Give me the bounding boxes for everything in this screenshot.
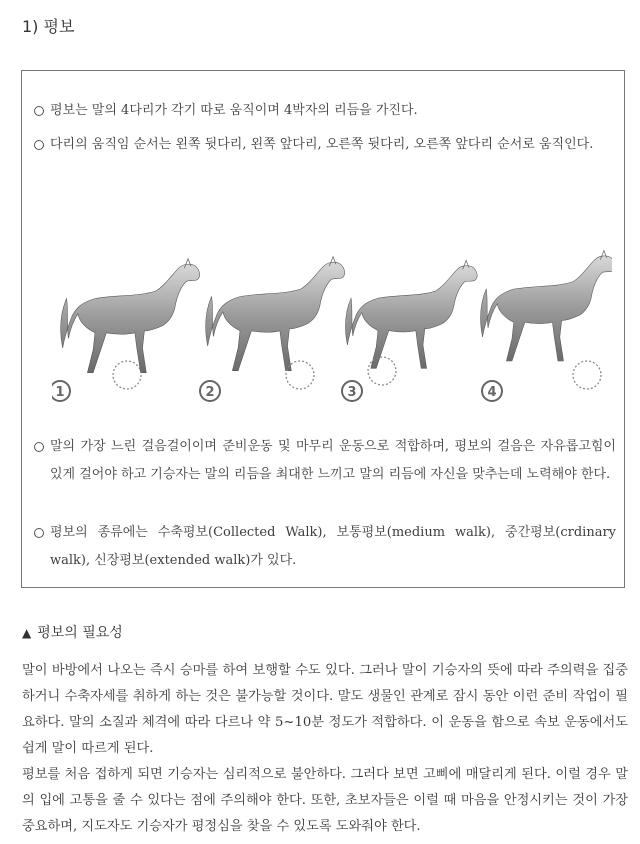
- subsection-title: ▲ 평보의 필요성: [22, 625, 123, 641]
- circle-bullet-icon: [34, 442, 44, 452]
- bullet-item: 말의 가장 느린 걸음걸이이며 준비운동 및 마무리 운동으로 적합하며, 평보의 걸음은 자유롭고힘이 있게 걸어야 하고 기승자는 말의 리듬을 최대한 느끼고 말의 리듬에 자신을 맞추는데 노력해야 한다.: [34, 433, 616, 489]
- bullet-item: 평보의 종류에는 수축평보(Collected Walk), 보통평보(medium walk), 중간평보(crdinary walk), 신장평보(extended walk)가 있다.: [34, 519, 616, 575]
- horse-figure-1: [61, 259, 200, 389]
- horse-figure-4: [481, 251, 612, 389]
- step-number-3: 3: [347, 385, 357, 400]
- step-number-2: 2: [205, 385, 215, 400]
- bullet-item: 평보는 말의 4다리가 각기 따로 움직이며 4박자의 리듬을 가진다.: [34, 97, 616, 125]
- circle-bullet-icon: [34, 528, 44, 538]
- body-paragraph: 말이 바방에서 나오는 즉시 승마를 하여 보행할 수도 있다. 그러나 말이 기승자의 뜻에 따라 주의력을 집중하거니 수축자세를 취하게 하는 것은 불가능할 것이다. 말도 생물인 관계로 잠시 동안 이런 준비 작업이 필요하다. 말의 소질과 체격에 따라 다르나 약 5~10분 정도가 적합하다. 이 운동을 함으로 속보 운동에서도 쉽게 말이 따르게 된다.: [22, 663, 628, 756]
- triangle-bullet-icon: ▲: [22, 626, 32, 640]
- body-paragraph: 평보를 처음 접하게 되면 기승자는 심리적으로 불안하다. 그러다 보면 고삐에 매달리게 된다. 이럴 경우 말의 입에 고통을 줄 수 있다는 점에 주의해야 한다. 또한, 초보자들은 이럴 때 마음을 안정시키는 것이 가장 중요하며, 지도자도 기승자가 평정심을 찾을 수 있도록 도와줘야 한다.: [22, 767, 628, 834]
- step-number-1: 1: [55, 385, 65, 400]
- section-heading: 1) 평보: [22, 17, 75, 36]
- bullet-item: 다리의 움직임 순서는 왼쪽 뒷다리, 왼쪽 앞다리, 오른쪽 뒷다리, 오른쪽 앞다리 순서로 움직인다.: [34, 131, 616, 159]
- circle-bullet-icon: [34, 140, 44, 150]
- horse-figure-2: [206, 257, 345, 389]
- horse-figure-3: [346, 260, 478, 385]
- step-number-4: 4: [487, 385, 497, 400]
- walk-info-box: [21, 70, 625, 588]
- walk-sequence-illustration: [52, 233, 612, 443]
- circle-bullet-icon: [34, 106, 44, 116]
